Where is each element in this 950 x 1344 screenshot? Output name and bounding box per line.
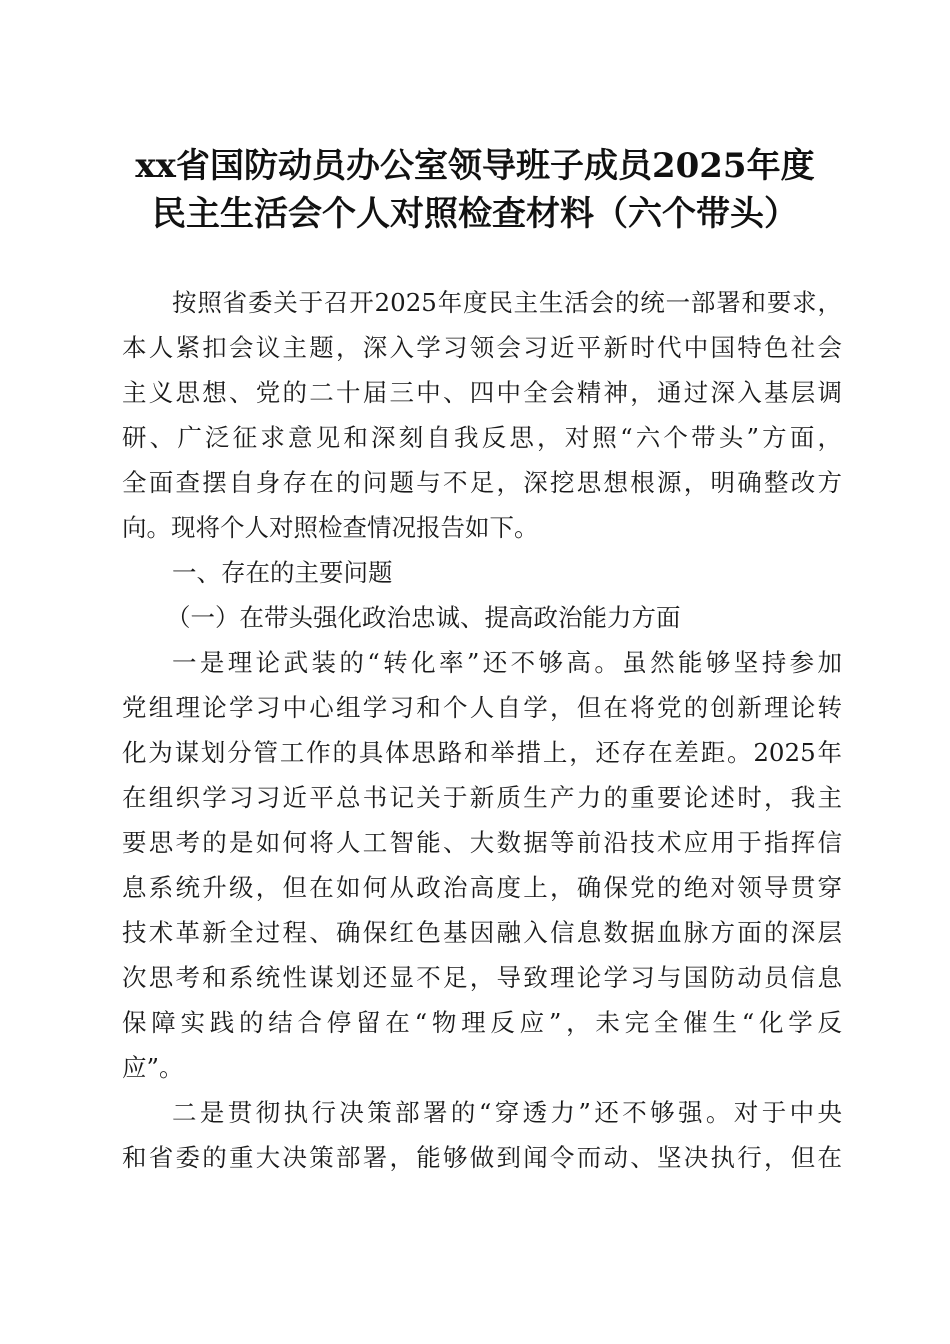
- paragraph-line: 在组织学习习近平总书记关于新质生产力的重要论述时，我主: [122, 783, 842, 812]
- paragraph-line: 保障实践的结合停留在“物理反应”，未完全催生“化学反: [122, 1008, 842, 1037]
- subsection-heading: （一）在带头强化政治忠诚、提高政治能力方面: [166, 603, 681, 632]
- paragraph-line: 按照省委关于召开2025年度民主生活会的统一部署和要求，: [172, 288, 842, 317]
- paragraph-line: 研、广泛征求意见和深刻自我反思，对照“六个带头”方面，: [122, 423, 842, 452]
- paragraph-line: 主义思想、党的二十届三中、四中全会精神，通过深入基层调: [122, 378, 842, 407]
- document-title-line-1: xx省国防动员办公室领导班子成员2025年度: [135, 146, 815, 186]
- document-title-line-2: 民主生活会个人对照检查材料（六个带头）: [152, 194, 798, 234]
- paragraph-line: 技术革新全过程、确保红色基因融入信息数据血脉方面的深层: [122, 918, 842, 947]
- paragraph-line: 和省委的重大决策部署，能够做到闻令而动、坚决执行，但在: [122, 1143, 842, 1172]
- paragraph-line: 要思考的是如何将人工智能、大数据等前沿技术应用于指挥信: [122, 828, 842, 857]
- section-heading: 一、存在的主要问题: [172, 558, 393, 587]
- paragraph-line: 息系统升级，但在如何从政治高度上，确保党的绝对领导贯穿: [122, 873, 842, 902]
- paragraph-line: 党组理论学习中心组学习和个人自学，但在将党的创新理论转: [122, 693, 842, 722]
- paragraph-line: 次思考和系统性谋划还显不足，导致理论学习与国防动员信息: [122, 963, 842, 992]
- paragraph-line: 一是理论武装的“转化率”还不够高。虽然能够坚持参加: [172, 648, 842, 677]
- paragraph-line: 本人紧扣会议主题，深入学习领会习近平新时代中国特色社会: [122, 333, 842, 362]
- paragraph-line: 应”。: [122, 1053, 184, 1082]
- paragraph-line: 二是贯彻执行决策部署的“穿透力”还不够强。对于中央: [172, 1098, 842, 1127]
- paragraph-line: 向。现将个人对照检查情况报告如下。: [122, 513, 539, 542]
- paragraph-line: 化为谋划分管工作的具体思路和举措上，还存在差距。2025年: [122, 738, 842, 767]
- paragraph-line: 全面查摆自身存在的问题与不足，深挖思想根源，明确整改方: [122, 468, 842, 497]
